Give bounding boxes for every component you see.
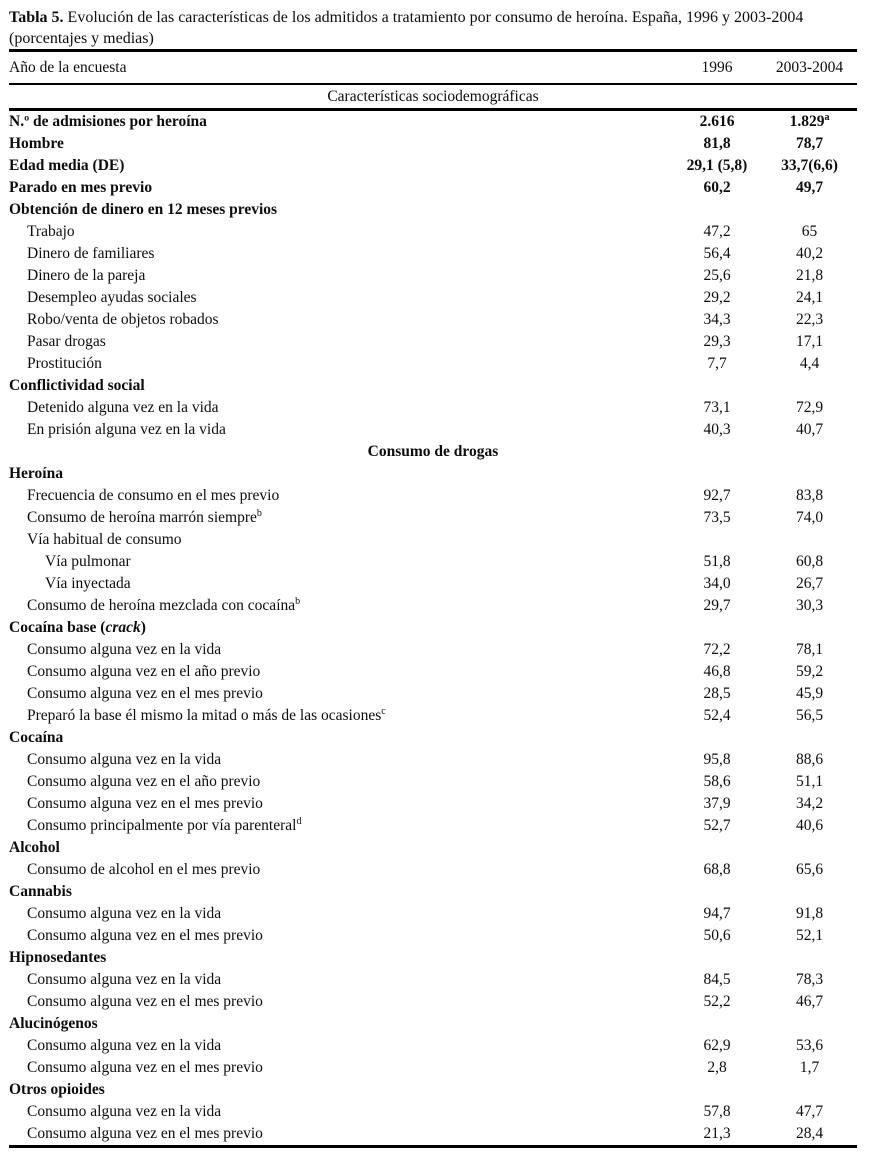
value-1996: 52,4 xyxy=(703,707,731,724)
value-1996: 21,3 xyxy=(703,1125,731,1142)
row-label: Cocaína xyxy=(9,729,64,746)
table-row xyxy=(9,793,857,815)
row-label: Consumo alguna vez en el mes previo xyxy=(27,927,263,944)
row-label: Detenido alguna vez en la vida xyxy=(27,399,219,416)
table-caption-text: Evolución de las características de los admitidos a tratamiento por consumo de heroína. España, 1996 y 2003-2004 xyxy=(63,9,804,26)
row-label: Consumo alguna vez en el año previo xyxy=(27,663,261,680)
value-1996: 52,7 xyxy=(703,817,731,834)
value-1996: 47,2 xyxy=(703,223,731,240)
value-2003-2004: 56,5 xyxy=(795,707,824,724)
table-row xyxy=(9,947,857,969)
value-1996: 56,4 xyxy=(703,245,731,262)
table-row xyxy=(9,1057,857,1079)
value-1996: 2,8 xyxy=(707,1059,727,1076)
table-row xyxy=(9,221,857,243)
value-2003-2004: 59,2 xyxy=(795,663,824,680)
value-1996: 46,8 xyxy=(703,663,731,680)
row-label: Alucinógenos xyxy=(9,1015,98,1032)
row-label: Trabajo xyxy=(27,223,75,240)
table-row xyxy=(9,925,857,947)
row-label: Pasar drogas xyxy=(27,333,106,350)
table-row xyxy=(9,683,857,705)
row-label: Consumo de heroína mezclada con cocaína$^b$ xyxy=(27,597,301,614)
value-1996: 37,9 xyxy=(703,795,731,812)
footnote-marker: c xyxy=(381,707,386,717)
value-1996: 73,1 xyxy=(703,399,731,416)
value-1996: 51,8 xyxy=(703,553,731,570)
footnote-marker: b xyxy=(295,597,301,607)
table-row xyxy=(9,133,857,155)
row-label: Parado en mes previo xyxy=(9,179,153,196)
table-row xyxy=(9,1101,857,1123)
table-row xyxy=(9,969,857,991)
value-2003-2004: 47,7 xyxy=(795,1103,824,1120)
value-1996: 2.616 xyxy=(699,113,735,130)
header-label: Año de la encuesta xyxy=(9,58,127,76)
table-row xyxy=(9,243,857,265)
table-row xyxy=(9,705,857,727)
value-1996: 73,5 xyxy=(703,509,731,526)
row-label: Vía pulmonar xyxy=(45,553,131,570)
table-row xyxy=(9,661,857,683)
value-2003-2004: 1.829$^a$ xyxy=(789,111,830,130)
table-row xyxy=(9,1079,857,1101)
row-label: Vía habitual de consumo xyxy=(27,531,182,548)
row-label: Consumo alguna vez en el mes previo xyxy=(27,1059,263,1076)
table-row xyxy=(9,419,857,441)
table-group-header xyxy=(9,441,857,463)
value-1996: 68,8 xyxy=(703,861,731,878)
value-2003-2004: 65,6 xyxy=(795,861,824,878)
table-row xyxy=(9,617,857,639)
value-1996: 95,8 xyxy=(703,751,731,768)
row-label: Desempleo ayudas sociales xyxy=(27,289,197,306)
value-2003-2004: 40,6 xyxy=(795,817,824,834)
table-row xyxy=(9,111,857,133)
row-label: Consumo de alcohol en el mes previo xyxy=(27,861,261,878)
row-label: Dinero de la pareja xyxy=(27,267,146,284)
value-1996: 29,3 xyxy=(703,333,731,350)
table-row xyxy=(9,199,857,221)
table-row xyxy=(9,177,857,199)
value-1996: 25,6 xyxy=(703,267,731,284)
row-label: Consumo alguna vez en la vida xyxy=(27,641,222,658)
value-1996: 34,0 xyxy=(703,575,731,592)
value-2003-2004: 45,9 xyxy=(795,685,824,702)
value-1996: 40,3 xyxy=(703,421,731,438)
row-label: Consumo alguna vez en el año previo xyxy=(27,773,261,790)
row-label: Consumo de drogas xyxy=(367,443,499,460)
value-1996: 58,6 xyxy=(703,773,731,790)
value-2003-2004: 46,7 xyxy=(795,993,824,1010)
table-row xyxy=(9,991,857,1013)
row-label: Consumo alguna vez en el mes previo xyxy=(27,795,263,812)
row-label: Otros opioides xyxy=(9,1081,105,1098)
row-label: Obtención de dinero en 12 meses previos xyxy=(9,201,278,218)
value-2003-2004: 72,9 xyxy=(795,399,824,416)
value-2003-2004: 21,8 xyxy=(795,267,824,284)
table-row xyxy=(9,727,857,749)
value-2003-2004: 1,7 xyxy=(799,1059,820,1076)
header-col-1996: 1996 xyxy=(701,58,733,76)
value-2003-2004: 78,7 xyxy=(795,135,824,152)
table-rows xyxy=(9,111,857,1145)
table-row xyxy=(9,155,857,177)
value-1996: 29,7 xyxy=(703,597,731,614)
row-label: Consumo alguna vez en el mes previo xyxy=(27,685,263,702)
bottom-rule xyxy=(9,1145,857,1148)
row-label: Dinero de familiares xyxy=(27,245,155,262)
value-1996: 81,8 xyxy=(703,135,731,152)
value-1996: 29,2 xyxy=(703,289,731,306)
table-header-row xyxy=(9,52,857,83)
row-label: Robo/venta de objetos robados xyxy=(27,311,219,328)
row-label: Cannabis xyxy=(9,883,72,900)
row-label: Conflictividad social xyxy=(9,377,145,394)
value-1996: 52,2 xyxy=(703,993,731,1010)
row-label: Consumo alguna vez en el mes previo xyxy=(27,993,263,1010)
table-row xyxy=(9,551,857,573)
table-row xyxy=(9,485,857,507)
footnote-marker: b xyxy=(256,509,262,519)
value-2003-2004: 60,8 xyxy=(795,553,824,570)
value-2003-2004: 40,7 xyxy=(795,421,824,438)
row-label: Edad media (DE) xyxy=(9,157,125,174)
table-row xyxy=(9,815,857,837)
value-2003-2004: 24,1 xyxy=(795,289,824,306)
value-1996: 34,3 xyxy=(703,311,731,328)
value-2003-2004: 28,4 xyxy=(795,1125,824,1142)
table-row xyxy=(9,375,857,397)
value-2003-2004: 91,8 xyxy=(795,905,824,922)
table-row xyxy=(9,881,857,903)
value-2003-2004: 65 xyxy=(801,223,818,240)
row-label: Consumo de heroína marrón siempre$^b$ xyxy=(27,509,262,526)
row-label: Cocaína base (crack) xyxy=(9,619,146,636)
table-row xyxy=(9,837,857,859)
row-label: Frecuencia de consumo en el mes previo xyxy=(27,487,280,504)
value-2003-2004: 74,0 xyxy=(795,509,824,526)
value-2003-2004: 53,6 xyxy=(795,1037,824,1054)
section-band-sociodemographic: Características sociodemográficas xyxy=(327,87,539,105)
row-label: Prostitución xyxy=(27,355,102,372)
value-2003-2004: 40,2 xyxy=(795,245,824,262)
table-row xyxy=(9,903,857,925)
value-2003-2004: 26,7 xyxy=(795,575,824,592)
table-row xyxy=(9,309,857,331)
value-2003-2004: 83,8 xyxy=(795,487,824,504)
row-label: Consumo alguna vez en el mes previo xyxy=(27,1125,263,1142)
table-content xyxy=(9,0,857,1148)
row-label: En prisión alguna vez en la vida xyxy=(27,421,226,438)
row-label: N.º de admisiones por heroína xyxy=(9,113,207,130)
value-2003-2004: 34,2 xyxy=(795,795,824,812)
table-row xyxy=(9,353,857,375)
value-1996: 50,6 xyxy=(703,927,731,944)
row-label: Consumo alguna vez en la vida xyxy=(27,971,222,988)
table-row xyxy=(9,397,857,419)
row-label: Consumo alguna vez en la vida xyxy=(27,1037,222,1054)
value-1996: 7,7 xyxy=(707,355,727,372)
header-col-2003-2004: 2003-2004 xyxy=(775,58,844,76)
value-2003-2004: 49,7 xyxy=(795,179,824,196)
row-label: Consumo alguna vez en la vida xyxy=(27,1103,222,1120)
row-label: Consumo alguna vez en la vida xyxy=(27,751,222,768)
row-label: Alcohol xyxy=(9,839,60,856)
table-caption-number: Tabla 5. xyxy=(9,9,64,26)
table-row xyxy=(9,1123,857,1145)
row-label: Hipnosedantes xyxy=(9,949,107,966)
table-row xyxy=(9,771,857,793)
value-2003-2004: 88,6 xyxy=(795,751,824,768)
table-row xyxy=(9,639,857,661)
table-row xyxy=(9,595,857,617)
row-label: Heroína xyxy=(9,465,63,482)
value-2003-2004: 52,1 xyxy=(795,927,824,944)
row-label: Consumo principalmente por vía parenteral$^d$ xyxy=(27,817,302,834)
value-1996: 29,1 (5,8) xyxy=(686,157,748,174)
value-1996: 28,5 xyxy=(703,685,731,702)
value-2003-2004: 78,3 xyxy=(795,971,824,988)
value-1996: 84,5 xyxy=(703,971,731,988)
table-caption xyxy=(9,0,857,49)
value-2003-2004: 22,3 xyxy=(795,311,824,328)
table-row xyxy=(9,529,857,551)
value-2003-2004: 78,1 xyxy=(795,641,824,658)
table-row xyxy=(9,265,857,287)
table-row xyxy=(9,1035,857,1057)
table-caption-line2: (porcentajes y medias) xyxy=(9,30,154,47)
table-row xyxy=(9,859,857,881)
value-2003-2004: 51,1 xyxy=(795,773,824,790)
row-label: Vía inyectada xyxy=(45,575,131,592)
table-row xyxy=(9,331,857,353)
value-2003-2004: 17,1 xyxy=(795,333,824,350)
value-1996: 92,7 xyxy=(703,487,731,504)
table-row xyxy=(9,749,857,771)
footnote-marker: a xyxy=(824,111,830,123)
row-label: Hombre xyxy=(9,135,64,152)
value-1996: 60,2 xyxy=(703,179,731,196)
table-row xyxy=(9,573,857,595)
row-label: Consumo alguna vez en la vida xyxy=(27,905,222,922)
value-1996: 94,7 xyxy=(703,905,731,922)
table-row xyxy=(9,287,857,309)
value-1996: 72,2 xyxy=(703,641,731,658)
row-label: Preparó la base él mismo la mitad o más de las ocasiones$^c$ xyxy=(27,707,386,724)
table-row xyxy=(9,463,857,485)
value-2003-2004: 33,7(6,6) xyxy=(781,157,838,174)
value-2003-2004: 4,4 xyxy=(799,355,820,372)
value-1996: 57,8 xyxy=(703,1103,731,1120)
value-1996: 62,9 xyxy=(703,1037,731,1054)
table-row xyxy=(9,507,857,529)
footnote-marker: d xyxy=(296,817,302,827)
value-2003-2004: 30,3 xyxy=(795,597,824,614)
table-row xyxy=(9,1013,857,1035)
